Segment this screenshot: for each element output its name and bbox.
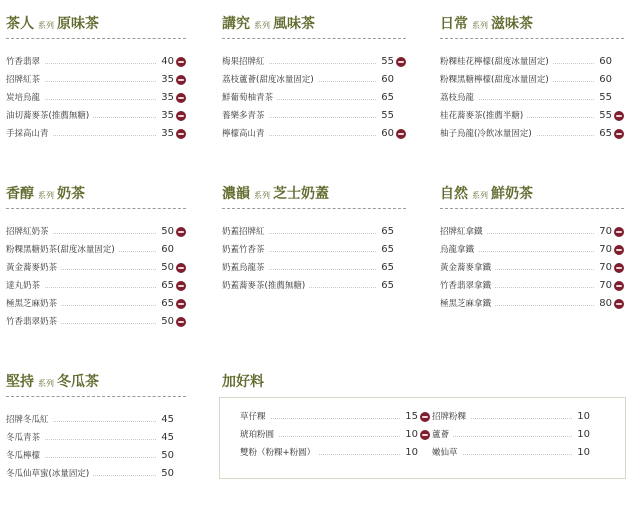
hot-drink-badge-icon xyxy=(614,227,624,237)
menu-item xyxy=(6,277,186,295)
menu-item xyxy=(6,71,186,89)
menu-item xyxy=(222,259,406,277)
item-name: 極黑芝麻拿鐵 xyxy=(440,299,495,309)
toppings-list-left xyxy=(240,408,430,462)
toppings-box xyxy=(219,397,626,479)
item-name: 油切蕎麥茶(推薦無糖) xyxy=(6,111,93,121)
hot-drink-badge-icon xyxy=(176,227,186,237)
hot-drink-badge-icon xyxy=(614,299,624,309)
item-name: 冬瓜青茶 xyxy=(6,433,44,443)
section-category: 芝士奶蓋 xyxy=(273,186,329,202)
item-price: 50 xyxy=(157,313,174,331)
item-name: 粉粿桂花檸檬(甜度冰量固定) xyxy=(440,57,553,67)
section-name: 自然 xyxy=(440,186,468,202)
hot-drink-badge-icon xyxy=(614,263,624,273)
item-price: 65 xyxy=(377,241,394,259)
section-title xyxy=(222,14,406,34)
section-title xyxy=(222,184,406,204)
menu-item xyxy=(240,444,430,462)
menu-list xyxy=(222,53,406,143)
item-name: 荔枝烏龍 xyxy=(440,93,478,103)
toppings-list-right xyxy=(432,408,602,462)
menu-item xyxy=(440,241,624,259)
menu-item xyxy=(6,53,186,71)
item-price: 80 xyxy=(595,295,612,313)
menu-item xyxy=(6,295,186,313)
item-price: 70 xyxy=(595,259,612,277)
menu-list xyxy=(440,223,624,313)
item-price: 55 xyxy=(595,89,612,107)
menu-item xyxy=(440,259,624,277)
section-category: 原味茶 xyxy=(57,16,99,32)
section-fresh-milk-tea xyxy=(440,184,624,313)
section-category: 冬瓜茶 xyxy=(57,374,99,390)
item-price: 15 xyxy=(401,408,418,426)
section-title xyxy=(440,14,624,34)
title-divider xyxy=(222,38,406,39)
menu-item xyxy=(440,71,624,89)
item-name: 琥珀粉圓 xyxy=(240,430,278,440)
menu-item xyxy=(6,429,186,447)
item-name: 冬瓜仙草蜜(冰量固定) xyxy=(6,469,93,479)
item-price: 35 xyxy=(157,71,174,89)
section-category: 滋味茶 xyxy=(491,16,533,32)
section-title xyxy=(6,14,186,34)
item-name: 招牌紅奶茶 xyxy=(6,227,53,237)
menu-item xyxy=(440,295,624,313)
item-price: 55 xyxy=(377,107,394,125)
section-category: 奶茶 xyxy=(57,186,85,202)
item-price: 50 xyxy=(157,259,174,277)
item-name: 竹香翡翠 xyxy=(6,57,44,67)
item-name: 粉粿黑糖檸檬(甜度冰量固定) xyxy=(440,75,553,85)
item-name: 奶蓋蕎麥茶(推薦無糖) xyxy=(222,281,309,291)
menu-item xyxy=(222,125,406,143)
item-name: 鮮葡萄柚青茶 xyxy=(222,93,277,103)
item-price: 35 xyxy=(157,125,174,143)
menu-item xyxy=(432,408,602,426)
menu-item xyxy=(6,89,186,107)
series-label: 系列 xyxy=(472,21,488,30)
menu-item xyxy=(6,447,186,465)
section-title xyxy=(6,184,186,204)
item-price: 60 xyxy=(595,71,612,89)
item-name: 梅果招牌紅 xyxy=(222,57,269,67)
menu-item xyxy=(222,89,406,107)
series-label: 系列 xyxy=(38,21,54,30)
hot-drink-badge-icon xyxy=(614,111,624,121)
menu-item xyxy=(440,223,624,241)
menu-item xyxy=(432,426,602,444)
section-category: 鮮奶茶 xyxy=(491,186,533,202)
item-price: 10 xyxy=(401,444,418,462)
section-name: 日常 xyxy=(440,16,468,32)
menu-item xyxy=(6,465,186,483)
item-name: 烏龍拿鐵 xyxy=(440,245,478,255)
item-price: 70 xyxy=(595,223,612,241)
section-milk-tea xyxy=(6,184,186,331)
item-name: 粉粿黑糖奶茶(甜度冰量固定) xyxy=(6,245,119,255)
menu-item xyxy=(440,277,624,295)
item-name: 冬瓜檸檬 xyxy=(6,451,44,461)
hot-drink-badge-icon xyxy=(176,129,186,139)
item-name: 嫩仙草 xyxy=(432,448,462,458)
hot-drink-badge-icon xyxy=(176,93,186,103)
item-name: 草仔粿 xyxy=(240,412,270,422)
item-price: 60 xyxy=(595,53,612,71)
menu-item xyxy=(6,241,186,259)
item-name: 黃金蕎麥拿鐵 xyxy=(440,263,495,273)
item-price: 70 xyxy=(595,277,612,295)
item-price: 65 xyxy=(377,259,394,277)
menu-item xyxy=(222,277,406,295)
section-name: 堅持 xyxy=(6,374,34,390)
menu-list xyxy=(222,223,406,295)
item-price: 65 xyxy=(595,125,612,143)
item-price: 35 xyxy=(157,107,174,125)
section-title xyxy=(6,372,186,392)
section-title xyxy=(440,184,624,204)
section-winter-melon xyxy=(6,372,186,483)
section-category: 風味茶 xyxy=(273,16,315,32)
menu-item xyxy=(222,241,406,259)
item-name: 柚子烏龍(冷飲冰量固定) xyxy=(440,129,536,139)
item-price: 65 xyxy=(377,223,394,241)
menu-item xyxy=(432,444,602,462)
series-label: 系列 xyxy=(254,191,270,200)
series-label: 系列 xyxy=(254,21,270,30)
hot-drink-badge-icon xyxy=(420,430,430,440)
menu-list xyxy=(6,411,186,483)
item-name: 竹香翡翠拿鐵 xyxy=(440,281,495,291)
item-name: 黃金蕎麥奶茶 xyxy=(6,263,61,273)
item-price: 45 xyxy=(157,411,174,429)
series-label: 系列 xyxy=(38,379,54,388)
item-name: 炭培烏龍 xyxy=(6,93,44,103)
item-price: 65 xyxy=(377,89,394,107)
item-name: 達丸奶茶 xyxy=(6,281,44,291)
hot-drink-badge-icon xyxy=(176,281,186,291)
menu-item xyxy=(240,426,430,444)
menu-item xyxy=(240,408,430,426)
item-price: 50 xyxy=(157,447,174,465)
title-divider xyxy=(6,396,186,397)
menu-item xyxy=(6,259,186,277)
item-name: 雙粉（粉粿+粉圓） xyxy=(240,448,319,458)
menu-item xyxy=(222,223,406,241)
item-name: 招牌紅拿鐵 xyxy=(440,227,487,237)
menu-item xyxy=(440,53,624,71)
section-name: 香醇 xyxy=(6,186,34,202)
menu-item xyxy=(222,71,406,89)
hot-drink-badge-icon xyxy=(396,57,406,67)
hot-drink-badge-icon xyxy=(176,75,186,85)
item-name: 招牌紅茶 xyxy=(6,75,44,85)
item-price: 55 xyxy=(377,53,394,71)
item-name: 極黑芝麻奶茶 xyxy=(6,299,61,309)
item-name: 奶蓋招牌紅 xyxy=(222,227,269,237)
item-price: 50 xyxy=(157,223,174,241)
item-price: 60 xyxy=(377,71,394,89)
hot-drink-badge-icon xyxy=(420,412,430,422)
item-name: 手採高山青 xyxy=(6,129,53,139)
title-divider xyxy=(6,208,186,209)
item-name: 蘆薈 xyxy=(432,430,453,440)
hot-drink-badge-icon xyxy=(176,263,186,273)
menu-item xyxy=(440,89,624,107)
title-divider xyxy=(440,38,624,39)
item-price: 45 xyxy=(157,429,174,447)
item-name: 招牌粉粿 xyxy=(432,412,470,422)
section-name: 濃韻 xyxy=(222,186,250,202)
item-price: 10 xyxy=(401,426,418,444)
hot-drink-badge-icon xyxy=(176,299,186,309)
title-divider xyxy=(6,38,186,39)
menu-item xyxy=(222,53,406,71)
menu-item xyxy=(6,223,186,241)
item-name: 檸檬高山青 xyxy=(222,129,269,139)
title-divider xyxy=(222,208,406,209)
toppings-heading xyxy=(222,372,422,392)
item-price: 60 xyxy=(157,241,174,259)
item-price: 35 xyxy=(157,89,174,107)
menu-item xyxy=(6,125,186,143)
series-label: 系列 xyxy=(38,191,54,200)
item-name: 荔枝蘆薈(甜度冰量固定) xyxy=(222,75,318,85)
title-divider xyxy=(440,208,624,209)
item-price: 70 xyxy=(595,241,612,259)
toppings-title: 加好料 xyxy=(222,374,264,390)
hot-drink-badge-icon xyxy=(176,57,186,67)
menu-list xyxy=(6,223,186,331)
item-name: 竹香翡翠奶茶 xyxy=(6,317,61,327)
section-flavor-tea xyxy=(222,14,406,143)
menu-item xyxy=(222,107,406,125)
hot-drink-badge-icon xyxy=(614,245,624,255)
hot-drink-badge-icon xyxy=(614,281,624,291)
menu-list xyxy=(440,53,624,143)
item-name: 奶蓋竹香茶 xyxy=(222,245,269,255)
section-name: 茶人 xyxy=(6,16,34,32)
item-name: 養樂多青茶 xyxy=(222,111,269,121)
menu-item xyxy=(6,313,186,331)
item-name: 招牌冬瓜紅 xyxy=(6,415,53,425)
item-price: 50 xyxy=(157,465,174,483)
item-price: 55 xyxy=(595,107,612,125)
menu-item xyxy=(6,107,186,125)
item-price: 10 xyxy=(573,426,590,444)
item-name: 桂花蕎麥茶(推薦半糖) xyxy=(440,111,527,121)
section-daily-tea xyxy=(440,14,624,143)
item-name: 奶蓋烏龍茶 xyxy=(222,263,269,273)
menu-item xyxy=(440,125,624,143)
menu-list xyxy=(6,53,186,143)
series-label: 系列 xyxy=(472,191,488,200)
hot-drink-badge-icon xyxy=(614,129,624,139)
menu-item xyxy=(440,107,624,125)
dotted-leader xyxy=(432,436,576,437)
hot-drink-badge-icon xyxy=(176,111,186,121)
item-price: 10 xyxy=(573,408,590,426)
hot-drink-badge-icon xyxy=(396,129,406,139)
menu-item xyxy=(6,411,186,429)
section-original-tea xyxy=(6,14,186,143)
hot-drink-badge-icon xyxy=(176,317,186,327)
section-name: 講究 xyxy=(222,16,250,32)
item-price: 65 xyxy=(157,277,174,295)
item-price: 65 xyxy=(157,295,174,313)
section-cheese-foam xyxy=(222,184,406,295)
item-price: 60 xyxy=(377,125,394,143)
item-price: 40 xyxy=(157,53,174,71)
item-price: 10 xyxy=(573,444,590,462)
item-price: 65 xyxy=(377,277,394,295)
